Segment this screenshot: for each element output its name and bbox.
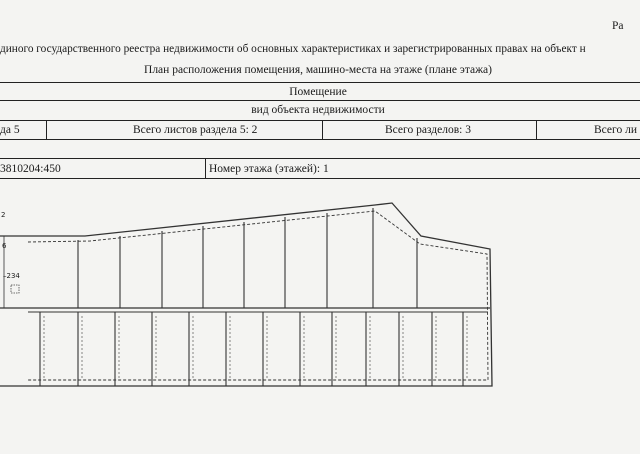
upper-parking-dividers — [78, 208, 417, 308]
sheet-row-divider-3 — [536, 120, 537, 139]
plan-outer-contour — [0, 203, 492, 386]
sheets-total: Всего ли — [594, 124, 637, 136]
sheets-in-section: Всего листов раздела 5: 2 — [133, 124, 258, 136]
lower-parking-inner-marks — [44, 316, 467, 380]
object-type-underline — [0, 100, 640, 101]
floor-row-bottom-rule — [0, 178, 640, 179]
section-sheet-number: да 5 — [0, 124, 20, 136]
sections-total: Всего разделов: 3 — [385, 124, 471, 136]
floor-row-top-rule — [0, 158, 640, 159]
object-type-value: Помещение — [289, 86, 347, 98]
plan-small-mark-box — [11, 285, 19, 293]
floor-number: Номер этажа (этажей): 1 — [209, 163, 329, 175]
plan-mark-234: –234 — [3, 272, 20, 280]
plan-mark-6: 6 — [2, 242, 7, 250]
floor-row-divider — [205, 158, 206, 178]
sheet-row-top-rule — [0, 120, 640, 121]
plan-mark-2: 2 — [1, 211, 6, 219]
sheet-row-divider-1 — [46, 120, 47, 139]
cadastral-number: 3810204:450 — [0, 163, 61, 175]
sheet-row-bottom-rule — [0, 139, 640, 140]
page-corner-label: Ра — [612, 20, 624, 32]
plan-inner-contour — [28, 211, 488, 380]
registry-extract-line: диного государственного реестра недвижимости об основных характеристиках и зарегистрированных правах на объект н — [0, 43, 586, 55]
sheet-row-divider-2 — [322, 120, 323, 139]
plan-title: План расположения помещения, машино-места на этаже (плане этажа) — [144, 64, 492, 76]
object-type-caption: вид объекта недвижимости — [251, 104, 385, 116]
floor-plan-drawing — [0, 186, 640, 454]
table-top-rule — [0, 82, 640, 83]
lower-parking-dividers — [40, 312, 463, 386]
